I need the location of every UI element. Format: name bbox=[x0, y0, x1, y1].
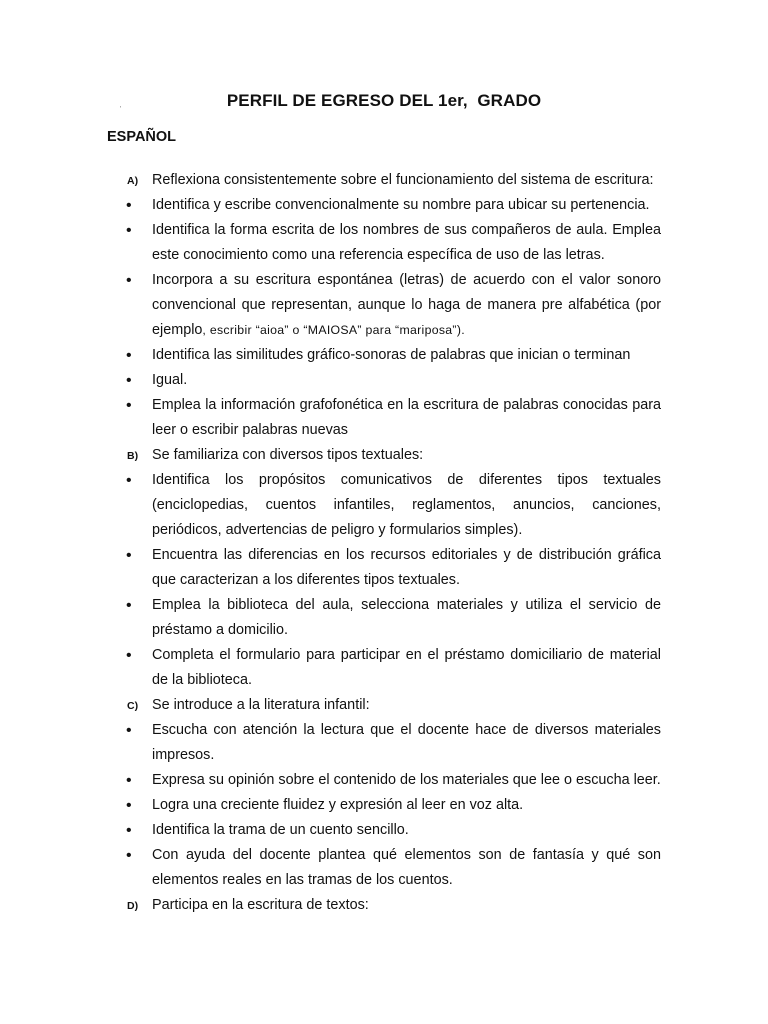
list-item bbox=[0, 593, 661, 643]
section-heading: ESPAÑOL bbox=[107, 129, 177, 145]
bullet-icon: • bbox=[126, 547, 132, 564]
item-marker: D) bbox=[127, 900, 139, 912]
bullet-icon: • bbox=[126, 597, 132, 614]
list-item bbox=[0, 268, 661, 343]
item-text-example: , escribir “aioa” o “MAIOSA” para “mariposa”). bbox=[202, 323, 465, 337]
item-text-block bbox=[152, 268, 661, 343]
list-item bbox=[0, 793, 661, 818]
bullet-icon: • bbox=[126, 397, 132, 414]
bullet-icon: • bbox=[126, 372, 132, 389]
item-text: Identifica los propósitos comunicativos de diferentes tipos textuales (enciclopedias, cuentos infantiles, reglamentos, anuncios, canciones, periódicos, advertencias de peligro y formularios simples). bbox=[152, 472, 661, 538]
item-text: Emplea la biblioteca del aula, selecciona materiales y utiliza el servicio de préstamo a domicilio. bbox=[152, 597, 661, 638]
item-marker: B) bbox=[127, 450, 139, 462]
bullet-icon: • bbox=[126, 722, 132, 739]
list-item bbox=[0, 643, 661, 693]
list-item bbox=[0, 193, 661, 218]
item-text: Participa en la escritura de textos: bbox=[152, 897, 369, 913]
item-text: Identifica y escribe convencionalmente su nombre para ubicar su pertenencia. bbox=[152, 197, 650, 213]
list-item bbox=[0, 768, 661, 793]
item-text: Identifica las similitudes gráfico-sonoras de palabras que inician o terminan bbox=[152, 347, 631, 363]
item-text: Emplea la información grafofonética en la escritura de palabras conocidas para leer o escribir palabras nuevas bbox=[152, 397, 661, 438]
list-item-b bbox=[0, 443, 661, 468]
bullet-icon: • bbox=[126, 772, 132, 789]
list-item-d bbox=[0, 893, 661, 918]
page-title: PERFIL DE EGRESO DEL 1er, GRADO bbox=[226, 91, 542, 110]
item-text: Incorpora a su escritura espontánea (letras) de acuerdo con el valor sonoro convencional que representan, aunque lo haga de manera pre alfabética (por ejemplo bbox=[152, 272, 661, 338]
bullet-icon: • bbox=[126, 847, 132, 864]
list-item-a bbox=[0, 168, 661, 193]
item-text: Con ayuda del docente plantea qué elementos son de fantasía y qué son elementos reales en las tramas de los cuentos. bbox=[152, 847, 661, 888]
list-item bbox=[0, 818, 661, 843]
item-text: Igual. bbox=[152, 372, 188, 388]
item-text: Encuentra las diferencias en los recursos editoriales y de distribución gráfica que caracterizan a los diferentes tipos textuales. bbox=[152, 547, 661, 588]
list-item bbox=[0, 468, 661, 543]
list-item bbox=[0, 718, 661, 768]
stray-mark: ' bbox=[120, 106, 122, 113]
list-item bbox=[0, 843, 661, 893]
list-item bbox=[0, 218, 661, 268]
bullet-icon: • bbox=[126, 472, 132, 489]
item-text: Identifica la forma escrita de los nombres de sus compañeros de aula. Emplea este conocimiento como una referencia específica de uso de las letras. bbox=[152, 222, 661, 263]
bullet-icon: • bbox=[126, 222, 132, 239]
item-marker: A) bbox=[127, 175, 139, 187]
list-item-c bbox=[0, 693, 661, 718]
bullet-icon: • bbox=[126, 347, 132, 364]
item-marker: C) bbox=[127, 700, 139, 712]
item-text: Logra una creciente fluidez y expresión al leer en voz alta. bbox=[152, 797, 524, 813]
bullet-icon: • bbox=[126, 647, 132, 664]
item-text: Identifica la trama de un cuento sencillo. bbox=[152, 822, 409, 838]
item-text: Completa el formulario para participar en el préstamo domiciliario de material de la biblioteca. bbox=[152, 647, 661, 688]
list-item bbox=[0, 393, 661, 443]
list-item bbox=[0, 543, 661, 593]
bullet-icon: • bbox=[126, 272, 132, 289]
item-text: Expresa su opinión sobre el contenido de los materiales que lee o escucha leer. bbox=[152, 772, 661, 788]
item-text: Se introduce a la literatura infantil: bbox=[152, 697, 370, 713]
list-item bbox=[0, 343, 661, 368]
item-text: Reflexiona consistentemente sobre el funcionamiento del sistema de escritura: bbox=[152, 172, 654, 188]
list-item bbox=[0, 368, 661, 393]
item-list bbox=[0, 168, 768, 918]
item-text: Se familiariza con diversos tipos textuales: bbox=[152, 447, 424, 463]
item-text: Escucha con atención la lectura que el docente hace de diversos materiales impresos. bbox=[152, 722, 661, 763]
bullet-icon: • bbox=[126, 197, 132, 214]
bullet-icon: • bbox=[126, 797, 132, 814]
bullet-icon: • bbox=[126, 822, 132, 839]
